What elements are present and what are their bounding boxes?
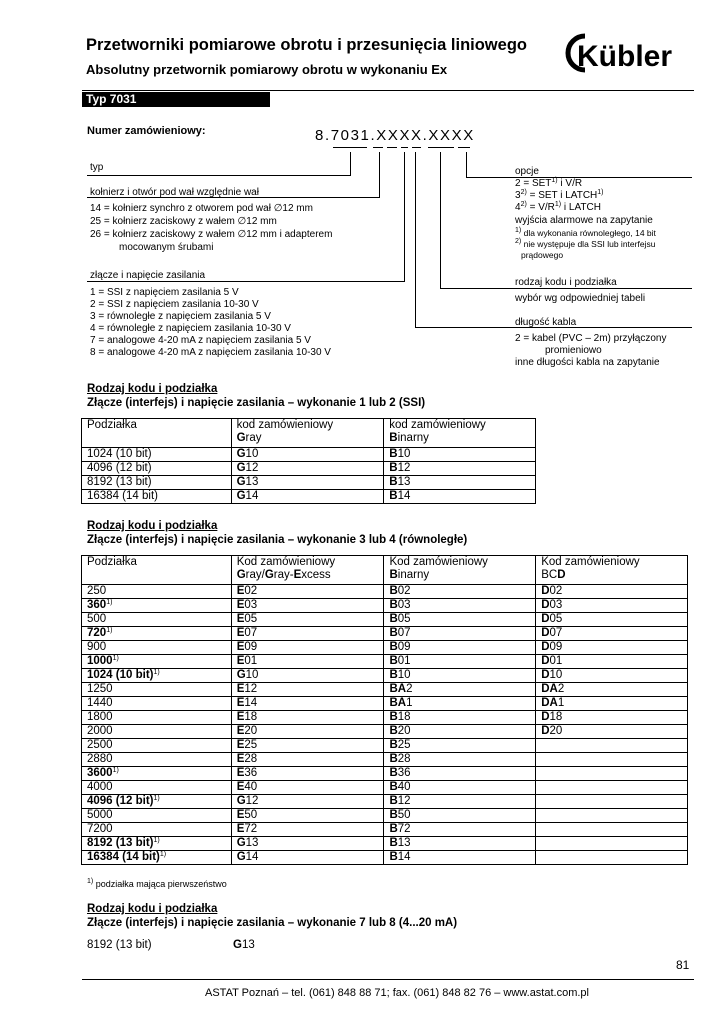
legend-conn-item: 8 = analogowe 4-20 mA z napięciem zasilania 10-30 V xyxy=(90,347,331,358)
gray-code-cell: G12 xyxy=(231,462,384,476)
table-header-cell: Podziałka xyxy=(82,556,232,585)
table-row xyxy=(82,448,536,462)
gray-code-cell: E03 xyxy=(231,599,384,613)
binary-code-cell: B72 xyxy=(384,823,536,837)
legend-option: $2 = SET^{1)}$ i V/R xyxy=(515,177,583,189)
legend-note: prądowego xyxy=(521,250,564,260)
bcd-code-cell xyxy=(536,739,688,753)
legend-alarm: wyjścia alarmowe na zapytanie xyxy=(515,215,653,226)
gray-code-cell: G14 xyxy=(231,851,384,865)
bcd-code-cell: D18 xyxy=(536,711,688,725)
bcd-code-cell xyxy=(536,781,688,795)
footer-contact: ASTAT Poznań – tel. (061) 848 88 71; fax. (061) 848 82 76 – www.astat.com.pl xyxy=(205,987,589,999)
legend-flange-item: 14 = kołnierz synchro z otworem pod wał ∅12 mm xyxy=(90,203,313,214)
legend-options-title: opcje xyxy=(515,166,539,177)
gray-code-cell: G10 xyxy=(231,669,384,683)
resolution-cell: 8192 (13 bit)$^{1)}$ xyxy=(82,837,232,851)
table-row xyxy=(82,837,688,851)
table-header-cell: Kod zamówieniowy BCD xyxy=(536,556,688,585)
page-number: 81 xyxy=(676,958,690,972)
legend-typ: typ xyxy=(90,162,104,173)
table-row xyxy=(82,476,536,490)
bcd-code-cell xyxy=(536,851,688,865)
resolution-cell: 2000 xyxy=(82,725,232,739)
section3-subtitle: Złącze (interfejs) i napięcie zasilania – wykonanie 7 lub 8 (4...20 mA) xyxy=(87,917,458,929)
binary-code-cell: B12 xyxy=(384,462,536,476)
resolution-cell: 5000 xyxy=(82,809,232,823)
table-row xyxy=(82,851,688,865)
binary-code-cell: B14 xyxy=(384,490,536,504)
table-row xyxy=(82,809,688,823)
resolution-cell: 1250 xyxy=(82,683,232,697)
table-row xyxy=(82,641,688,655)
bcd-code-cell xyxy=(536,823,688,837)
binary-code-cell: B09 xyxy=(384,641,536,655)
gray-code-cell: E25 xyxy=(231,739,384,753)
table-header-cell: Kod zamówieniowy Gray/Gray-Excess xyxy=(231,556,384,585)
legend-note: $^{1)}$ dla wykonania równoległego, 14 bit xyxy=(515,227,656,238)
gray-code-cell: E40 xyxy=(231,781,384,795)
legend-flange-item: mocowanym śrubami xyxy=(119,242,214,253)
bcd-code-cell xyxy=(536,809,688,823)
gray-code-cell: E20 xyxy=(231,725,384,739)
binary-code-cell: B02 xyxy=(384,585,536,599)
table-row xyxy=(82,823,688,837)
table-row xyxy=(82,697,688,711)
resolution-cell: 720$^{1)}$ xyxy=(82,627,232,641)
gray-code-cell: E50 xyxy=(231,809,384,823)
legend-code-title: rodzaj kodu i podziałka xyxy=(515,277,617,288)
page-subtitle: Absolutny przetwornik pomiarowy obrotu w wykonaniu Ex xyxy=(86,62,448,77)
resolution-cell: 1440 xyxy=(82,697,232,711)
legend-conn-item: 1 = SSI z napięciem zasilania 5 V xyxy=(90,287,239,298)
binary-code-cell: B28 xyxy=(384,753,536,767)
resolution-cell: 4096 (12 bit) xyxy=(82,462,232,476)
table-row xyxy=(82,753,688,767)
resolution-cell: 2880 xyxy=(82,753,232,767)
gray-code-cell: E02 xyxy=(231,585,384,599)
binary-code-cell: BA1 xyxy=(384,697,536,711)
logo-text: Kübler xyxy=(577,40,673,73)
binary-code-cell: B13 xyxy=(384,476,536,490)
footer-rule xyxy=(82,979,694,980)
resolution-cell: 16384 (14 bit)$^{1)}$ xyxy=(82,851,232,865)
section2-subtitle: Złącze (interfejs) i napięcie zasilania – wykonanie 3 lub 4 (równoległe) xyxy=(87,534,468,546)
legend-option: $4^{2)} = V/R^{1)}$ i LATCH xyxy=(515,201,601,213)
order-label: Numer zamówieniowy: xyxy=(87,125,206,137)
section2-title: Rodzaj kodu i podziałka xyxy=(87,520,218,532)
footnote: $^{1)}$ podziałka mająca pierwszeństwo xyxy=(87,878,227,889)
gray-code-cell: E14 xyxy=(231,697,384,711)
gray-code-cell: E05 xyxy=(231,613,384,627)
table-row xyxy=(82,599,688,613)
type-label: Typ 7031 xyxy=(82,92,270,107)
analog-resolution: 8192 (13 bit) xyxy=(87,939,152,951)
resolution-cell: 8192 (13 bit) xyxy=(82,476,232,490)
legend-note: $^{2)}$ nie występuje dla SSI lub interfejsu xyxy=(515,238,656,249)
table-row xyxy=(82,613,688,627)
legend-conn-item: 2 = SSI z napięciem zasilania 10-30 V xyxy=(90,299,259,310)
legend-conn-title: złącze i napięcie zasilania xyxy=(90,270,206,281)
table-row xyxy=(82,669,688,683)
gray-code-cell: E09 xyxy=(231,641,384,655)
resolution-cell: 1024 (10 bit) xyxy=(82,448,232,462)
binary-code-cell: B36 xyxy=(384,767,536,781)
legend-conn-item: 3 = równoległe z napięciem zasilania 5 V xyxy=(90,311,271,322)
legend-cable: promieniowo xyxy=(545,345,602,356)
gray-code-cell: G12 xyxy=(231,795,384,809)
binary-code-cell: B05 xyxy=(384,613,536,627)
table-row xyxy=(82,462,536,476)
table-row xyxy=(82,683,688,697)
table-row xyxy=(82,781,688,795)
binary-code-cell: B18 xyxy=(384,711,536,725)
resolution-cell: 2500 xyxy=(82,739,232,753)
table-header-row xyxy=(82,556,688,585)
bcd-code-cell xyxy=(536,837,688,851)
section1-subtitle: Złącze (interfejs) i napięcie zasilania – wykonanie 1 lub 2 (SSI) xyxy=(87,397,426,409)
binary-code-cell: B14 xyxy=(384,851,536,865)
bcd-code-cell: D07 xyxy=(536,627,688,641)
table-header-cell: Podziałka xyxy=(82,419,232,448)
gray-code-cell: E18 xyxy=(231,711,384,725)
gray-code-cell: E36 xyxy=(231,767,384,781)
bcd-code-cell xyxy=(536,767,688,781)
gray-code-cell: G10 xyxy=(231,448,384,462)
ssi-code-table xyxy=(81,418,536,504)
binary-code-cell: B10 xyxy=(384,448,536,462)
legend-conn-item: 7 = analogowe 4-20 mA z napięciem zasilania 5 V xyxy=(90,335,311,346)
section3-title: Rodzaj kodu i podziałka xyxy=(87,903,218,915)
bcd-code-cell: DA2 xyxy=(536,683,688,697)
binary-code-cell: B40 xyxy=(384,781,536,795)
header-rule xyxy=(82,90,694,91)
legend-conn-item: 4 = równoległe z napięciem zasilania 10-30 V xyxy=(90,323,291,334)
resolution-cell: 4096 (12 bit)$^{1)}$ xyxy=(82,795,232,809)
table-row xyxy=(82,725,688,739)
resolution-cell: 1000$^{1)}$ xyxy=(82,655,232,669)
gray-code-cell: G14 xyxy=(231,490,384,504)
table-row xyxy=(82,627,688,641)
legend-cable: 2 = kabel (PVC – 2m) przyłączony xyxy=(515,333,667,344)
bcd-code-cell: D10 xyxy=(536,669,688,683)
page-title: Przetworniki pomiarowe obrotu i przesunięcia liniowego xyxy=(86,36,527,54)
binary-code-cell: B03 xyxy=(384,599,536,613)
binary-code-cell: B20 xyxy=(384,725,536,739)
gray-code-cell: E72 xyxy=(231,823,384,837)
resolution-cell: 500 xyxy=(82,613,232,627)
table-row xyxy=(82,739,688,753)
bcd-code-cell: D02 xyxy=(536,585,688,599)
table-header-cell: kod zamówieniowy Binarny xyxy=(384,419,536,448)
table-row xyxy=(82,711,688,725)
table-row xyxy=(82,585,688,599)
gray-code-cell: E28 xyxy=(231,753,384,767)
resolution-cell: 1800 xyxy=(82,711,232,725)
resolution-cell: 3600$^{1)}$ xyxy=(82,767,232,781)
table-header-row xyxy=(82,419,536,448)
table-header-cell: kod zamówieniowy Gray xyxy=(231,419,384,448)
gray-code-cell: G13 xyxy=(231,837,384,851)
binary-code-cell: B12 xyxy=(384,795,536,809)
order-code: 8.7031.XXXX.XXXX xyxy=(315,127,475,144)
binary-code-cell: B10 xyxy=(384,669,536,683)
bcd-code-cell: D05 xyxy=(536,613,688,627)
bcd-code-cell xyxy=(536,795,688,809)
binary-code-cell: B01 xyxy=(384,655,536,669)
bcd-code-cell: D20 xyxy=(536,725,688,739)
resolution-cell: 900 xyxy=(82,641,232,655)
legend-flange-item: 26 = kołnierz zaciskowy z wałem ∅12 mm i adapterem xyxy=(90,229,333,240)
legend-option: $3^{2)}$ = SET i LATCH$^{1)}$ xyxy=(515,189,604,201)
gray-code-cell: E01 xyxy=(231,655,384,669)
gray-code-cell: G13 xyxy=(231,476,384,490)
binary-code-cell: B25 xyxy=(384,739,536,753)
gray-code-cell: E12 xyxy=(231,683,384,697)
resolution-cell: 4000 xyxy=(82,781,232,795)
bcd-code-cell: D01 xyxy=(536,655,688,669)
binary-code-cell: B13 xyxy=(384,837,536,851)
resolution-cell: 1024 (10 bit)$^{1)}$ xyxy=(82,669,232,683)
legend-flange-item: 25 = kołnierz zaciskowy z wałem ∅12 mm xyxy=(90,216,277,227)
table-row xyxy=(82,795,688,809)
resolution-cell: 7200 xyxy=(82,823,232,837)
table-header-cell: Kod zamówieniowy Binarny xyxy=(384,556,536,585)
table-row xyxy=(82,655,688,669)
legend-cable-title: długość kabla xyxy=(515,317,577,328)
analog-code: G13 xyxy=(233,939,255,951)
bcd-code-cell: D03 xyxy=(536,599,688,613)
table-row xyxy=(82,490,536,504)
gray-code-cell: E07 xyxy=(231,627,384,641)
legend-cable: inne długości kabla na zapytanie xyxy=(515,357,660,368)
section1-title: Rodzaj kodu i podziałka xyxy=(87,383,218,395)
kubler-logo xyxy=(563,30,689,76)
table-row xyxy=(82,767,688,781)
bcd-code-cell: D09 xyxy=(536,641,688,655)
binary-code-cell: B07 xyxy=(384,627,536,641)
parallel-code-table xyxy=(81,555,688,865)
binary-code-cell: B50 xyxy=(384,809,536,823)
resolution-cell: 360$^{1)}$ xyxy=(82,599,232,613)
bcd-code-cell: DA1 xyxy=(536,697,688,711)
legend-code-text: wybór wg odpowiedniej tabeli xyxy=(515,293,646,304)
resolution-cell: 250 xyxy=(82,585,232,599)
binary-code-cell: BA2 xyxy=(384,683,536,697)
legend-flange-title: kołnierz i otwór pod wał względnie wał xyxy=(90,187,259,198)
bcd-code-cell xyxy=(536,753,688,767)
resolution-cell: 16384 (14 bit) xyxy=(82,490,232,504)
